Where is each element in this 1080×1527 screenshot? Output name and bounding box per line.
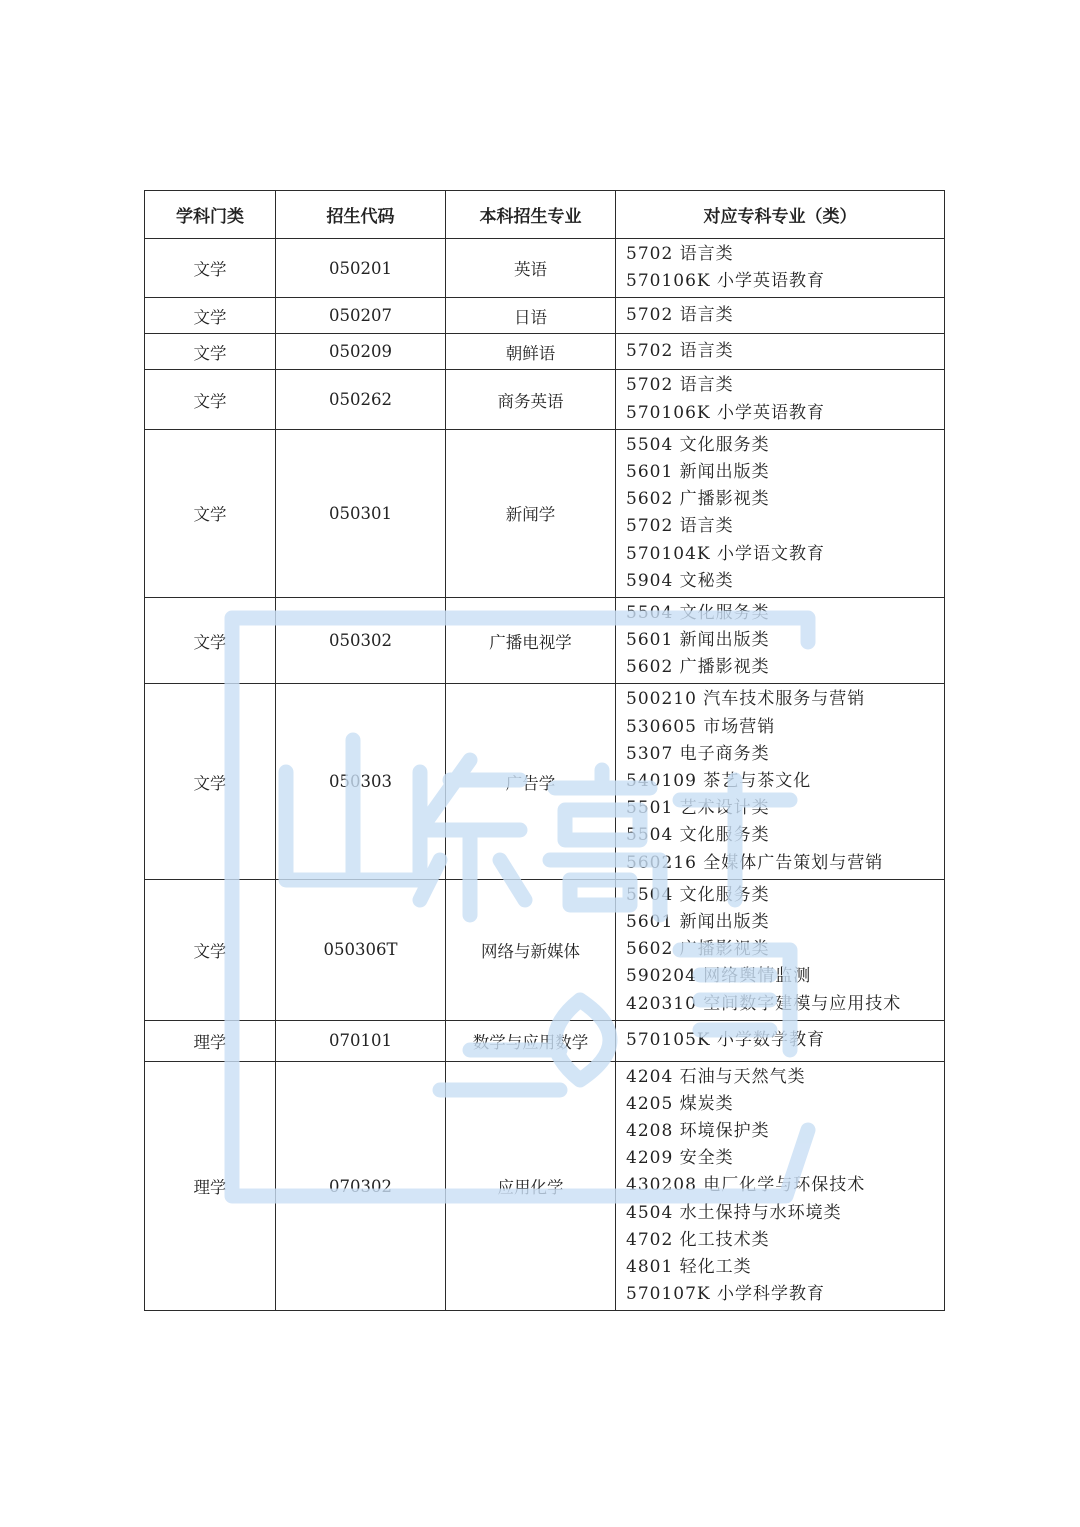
- cell-code: 050301: [276, 429, 446, 597]
- cell-major: 广告学: [446, 684, 616, 879]
- table-row: [145, 597, 945, 684]
- cell-related: [616, 429, 945, 597]
- related-major-item: 430208 电厂化学与环保技术: [626, 1175, 866, 1196]
- related-major-item: 500210 汽车技术服务与营销: [626, 689, 866, 710]
- related-major-item: 540109 茶艺与茶文化: [626, 771, 812, 791]
- cell-major: 朝鲜语: [446, 334, 616, 370]
- related-major-item: 530605 市场营销: [626, 716, 776, 737]
- table-header-row: [145, 191, 945, 239]
- cell-code: 050209: [276, 334, 446, 370]
- cell-code: 050207: [276, 298, 446, 334]
- major-mapping-table: [144, 190, 945, 1311]
- related-major-item: 5702 语言类: [626, 341, 734, 362]
- cell-category: 文学: [145, 879, 276, 1020]
- related-major-item: 420310 空间数字建模与应用技术: [626, 993, 902, 1014]
- cell-major: 日语: [446, 298, 616, 334]
- related-major-item: 560216 全媒体广告策划与营销: [626, 852, 884, 873]
- table-row: [145, 684, 945, 879]
- related-major-item: 5702 语言类: [626, 305, 734, 326]
- cell-related: [616, 298, 945, 334]
- cell-category: 文学: [145, 298, 276, 334]
- related-major-item: 5602 广播影视类: [626, 657, 770, 678]
- cell-category: 文学: [145, 429, 276, 597]
- related-major-item: 570107K 小学科学教育: [626, 1284, 825, 1305]
- cell-major: 广播电视学: [446, 597, 616, 684]
- related-major-item: 4208 环境保护类: [626, 1121, 770, 1142]
- related-major-item: 5504 文化服务类: [626, 602, 770, 623]
- related-major-item: 590204 网络舆情监测: [626, 966, 812, 987]
- cell-category: 文学: [145, 334, 276, 370]
- cell-code: 050262: [276, 370, 446, 429]
- table-row: [145, 334, 945, 370]
- cell-category: 文学: [145, 684, 276, 879]
- table-row: [145, 1061, 945, 1311]
- related-major-item: 5702 语言类: [626, 375, 734, 396]
- related-major-item: 5307 电子商务类: [626, 743, 770, 764]
- cell-category: 理学: [145, 1061, 276, 1311]
- related-major-item: 5601 新闻出版类: [626, 630, 770, 651]
- table-row: [145, 298, 945, 334]
- cell-code: 050302: [276, 597, 446, 684]
- related-major-item: 5504 文化服务类: [626, 434, 770, 455]
- cell-code: 070101: [276, 1020, 446, 1061]
- cell-major: 数学与应用数学: [446, 1020, 616, 1061]
- related-major-item: 4801 轻化工类: [626, 1257, 752, 1277]
- table-row: [145, 879, 945, 1020]
- cell-code: 050303: [276, 684, 446, 879]
- cell-related: [616, 334, 945, 370]
- related-major-item: 5702 语言类: [626, 244, 734, 264]
- related-major-item: 5601 新闻出版类: [626, 461, 770, 482]
- related-major-item: 570106K 小学英语教育: [626, 271, 825, 292]
- related-major-item: 4504 水土保持与水环境类: [626, 1202, 842, 1223]
- related-major-item: 5602 广播影视类: [626, 939, 770, 960]
- table-row: [145, 239, 945, 298]
- related-major-item: 570106K 小学英语教育: [626, 402, 825, 423]
- cell-related: [616, 370, 945, 429]
- header-category: 学科门类: [145, 191, 276, 239]
- cell-code: 050306T: [276, 879, 446, 1020]
- related-major-item: 5702 语言类: [626, 516, 734, 537]
- cell-category: 文学: [145, 597, 276, 684]
- cell-related: [616, 597, 945, 684]
- related-major-item: 5601 新闻出版类: [626, 911, 770, 932]
- table-row: [145, 1020, 945, 1061]
- cell-related: [616, 684, 945, 879]
- related-major-item: 5602 广播影视类: [626, 489, 770, 510]
- cell-related: [616, 1061, 945, 1311]
- cell-related: [616, 879, 945, 1020]
- header-code: 招生代码: [276, 191, 446, 239]
- cell-related: [616, 1020, 945, 1061]
- cell-code: 050201: [276, 239, 446, 298]
- cell-code: 070302: [276, 1061, 446, 1311]
- cell-major: 新闻学: [446, 429, 616, 597]
- cell-category: 文学: [145, 370, 276, 429]
- cell-major: 商务英语: [446, 370, 616, 429]
- cell-related: [616, 239, 945, 298]
- table-row: [145, 370, 945, 429]
- cell-major: 应用化学: [446, 1061, 616, 1311]
- cell-category: 理学: [145, 1020, 276, 1061]
- cell-major: 网络与新媒体: [446, 879, 616, 1020]
- related-major-item: 4209 安全类: [626, 1148, 734, 1169]
- related-major-item: 570105K 小学数学教育: [626, 1030, 825, 1051]
- related-major-item: 5504 文化服务类: [626, 825, 770, 846]
- header-major: 本科招生专业: [446, 191, 616, 239]
- cell-category: 文学: [145, 239, 276, 298]
- related-major-item: 4205 煤炭类: [626, 1093, 734, 1114]
- header-related: 对应专科专业（类）: [616, 191, 945, 239]
- cell-major: 英语: [446, 239, 616, 298]
- related-major-item: 4204 石油与天然气类: [626, 1066, 806, 1087]
- related-major-item: 5501 艺术设计类: [626, 798, 770, 819]
- related-major-item: 570104K 小学语文教育: [626, 543, 825, 564]
- table-row: [145, 429, 945, 597]
- related-major-item: 5504 文化服务类: [626, 884, 770, 905]
- related-major-item: 5904 文秘类: [626, 570, 734, 591]
- related-major-item: 4702 化工技术类: [626, 1229, 770, 1250]
